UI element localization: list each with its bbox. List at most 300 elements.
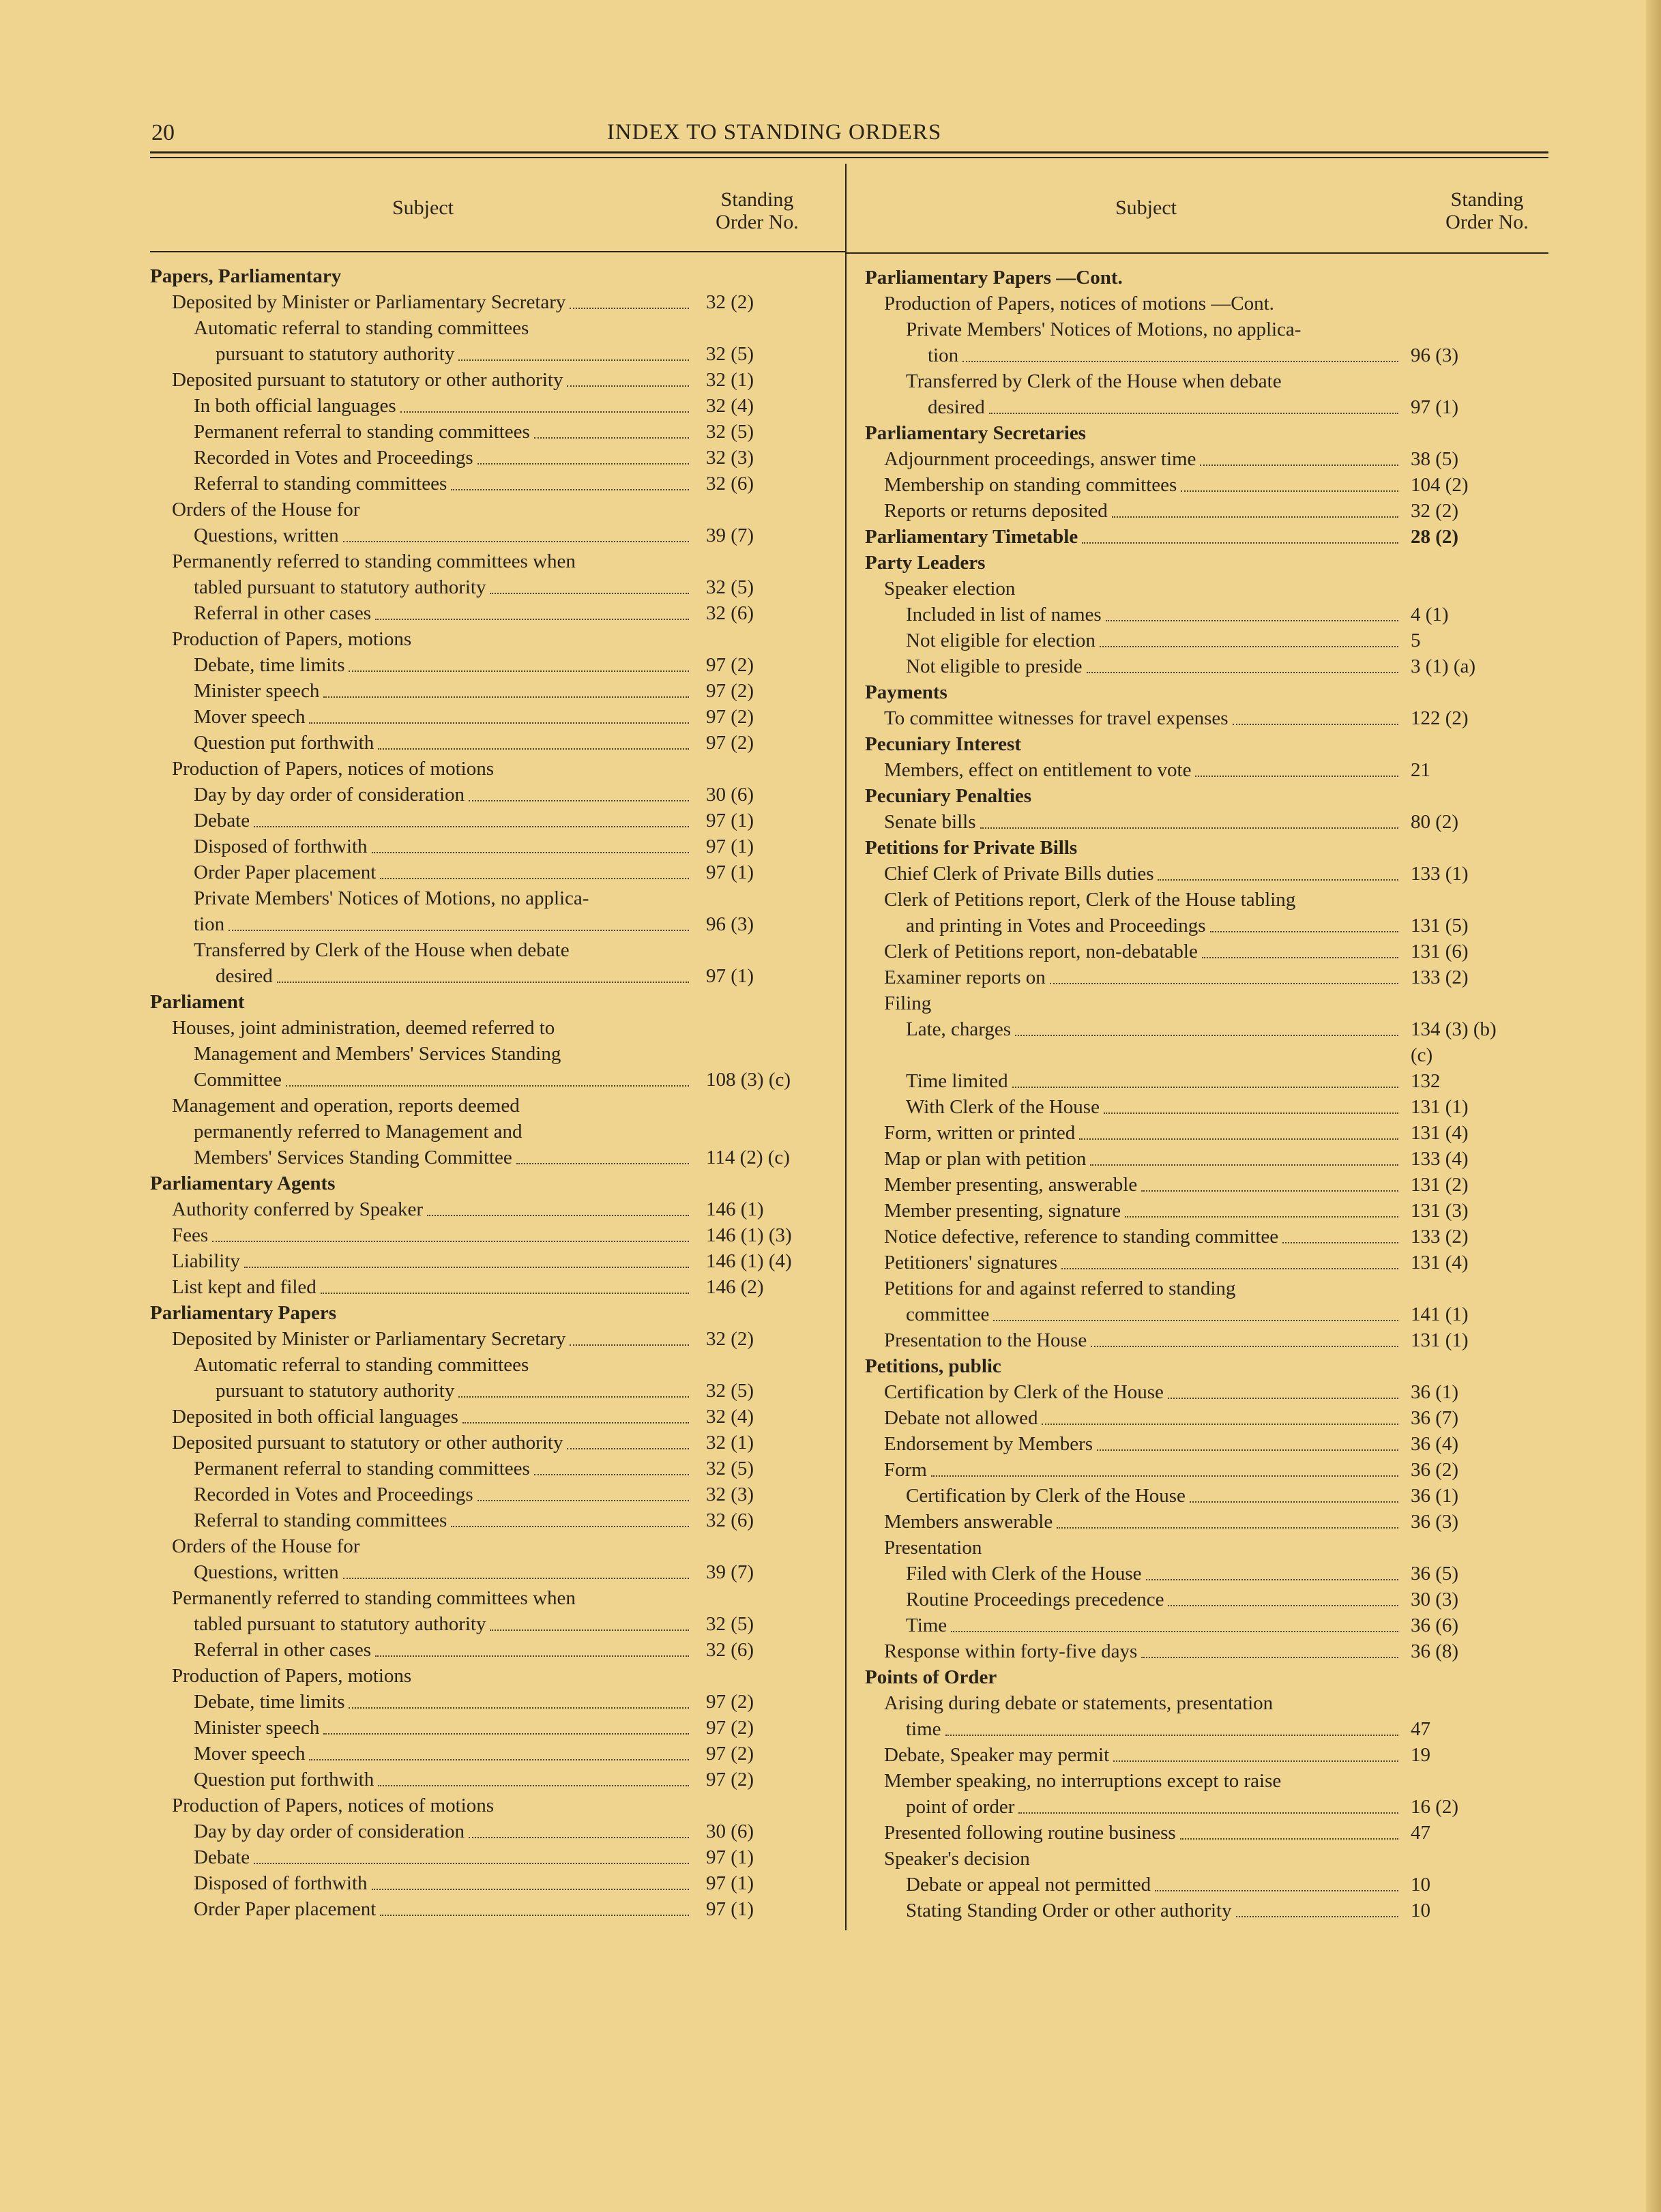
entry-subject: Permanent referral to standing committees xyxy=(194,1458,530,1479)
index-entry xyxy=(846,1094,1548,1120)
entry-standing-order: 39 (7) xyxy=(706,525,754,546)
right-entry-list xyxy=(846,265,1548,1923)
entry-standing-order: 16 (2) xyxy=(1411,1796,1459,1818)
index-entry xyxy=(150,1793,846,1818)
index-entry xyxy=(150,730,846,756)
entry-subject: Petitions for and against referred to standing xyxy=(884,1278,1236,1299)
entry-standing-order: 131 (6) xyxy=(1411,941,1469,962)
entry-subject: permanently referred to Management and xyxy=(194,1121,523,1142)
entry-subject: Production of Papers, motions xyxy=(172,628,412,650)
entry-subject: Private Members' Notices of Motions, no applica- xyxy=(194,887,589,909)
dot-leader xyxy=(372,1889,689,1890)
entry-subject: Production of Papers, notices of motions —Cont. xyxy=(884,293,1274,314)
entry-subject: Time limited xyxy=(906,1070,1008,1092)
entry-standing-order: 97 (1) xyxy=(706,810,754,831)
standing-order-heading-line2: Order No. xyxy=(1445,211,1529,233)
index-entry xyxy=(150,1870,846,1896)
entry-subject: Speaker election xyxy=(884,578,1016,600)
dot-leader xyxy=(931,1475,1398,1477)
index-entry xyxy=(150,808,846,834)
header-rule-bottom xyxy=(150,157,1548,158)
entry-standing-order: 133 (2) xyxy=(1411,967,1469,988)
index-entry xyxy=(150,1896,846,1922)
index-heading xyxy=(846,731,1548,757)
entry-standing-order: 131 (5) xyxy=(1411,915,1469,937)
entry-standing-order: 97 (1) xyxy=(706,836,754,857)
index-entry xyxy=(846,1872,1548,1898)
dot-leader xyxy=(286,1085,689,1087)
entry-subject: Day by day order of consideration xyxy=(194,784,465,806)
entry-standing-order: 32 (3) xyxy=(706,447,754,469)
dot-leader xyxy=(1168,1398,1398,1399)
entry-subject: Not eligible to preside xyxy=(906,655,1083,677)
entry-subject: desired xyxy=(216,965,273,987)
entry-subject: Member speaking, no interruptions except to raise xyxy=(884,1770,1282,1792)
dot-leader xyxy=(254,1863,689,1864)
entry-standing-order: 97 (2) xyxy=(706,732,754,754)
dot-leader xyxy=(254,826,689,827)
dot-leader xyxy=(1236,1916,1398,1917)
index-entry xyxy=(846,887,1548,913)
index-entry xyxy=(846,1535,1548,1561)
dot-leader xyxy=(378,1785,689,1786)
entry-subject: Deposited by Minister or Parliamentary Secretary xyxy=(172,1328,566,1350)
entry-subject: Certification by Clerk of the House xyxy=(906,1485,1186,1507)
index-entry xyxy=(846,1768,1548,1794)
index-entry xyxy=(150,548,846,574)
index-entry xyxy=(150,1041,846,1067)
index-entry xyxy=(150,885,846,911)
entry-subject: Mover speech xyxy=(194,706,306,728)
dot-leader xyxy=(244,1267,689,1268)
entry-subject: Production of Papers, motions xyxy=(172,1665,412,1687)
entry-subject: Minister speech xyxy=(194,680,320,702)
dot-leader xyxy=(1141,1657,1398,1658)
entry-standing-order: 97 (2) xyxy=(706,1717,754,1739)
entry-subject: Senate bills xyxy=(884,811,976,833)
entry-subject: desired xyxy=(928,396,985,418)
index-entry xyxy=(150,1767,846,1793)
index-heading xyxy=(846,835,1548,861)
index-entry xyxy=(846,1612,1548,1638)
standing-order-heading-line2: Order No. xyxy=(716,211,799,233)
entry-subject: Deposited pursuant to statutory or other authority xyxy=(172,369,563,391)
dot-leader xyxy=(469,800,689,801)
entry-standing-order: 131 (3) xyxy=(1411,1200,1469,1222)
index-entry xyxy=(846,1120,1548,1146)
entry-standing-order: 122 (2) xyxy=(1411,707,1469,729)
entry-subject: Clerk of Petitions report, Clerk of the House tabling xyxy=(884,889,1296,911)
index-entry xyxy=(846,1587,1548,1612)
entry-subject: Private Members' Notices of Motions, no applica- xyxy=(906,319,1302,340)
index-entry xyxy=(150,1663,846,1689)
dot-leader xyxy=(1061,1268,1398,1269)
page-edge xyxy=(1646,0,1661,2212)
dot-leader xyxy=(490,593,689,594)
entry-subject: Stating Standing Order or other authority xyxy=(906,1900,1232,1921)
entry-subject: Deposited pursuant to statutory or other authority xyxy=(172,1432,563,1454)
index-entry xyxy=(846,705,1548,731)
entry-standing-order: 32 (1) xyxy=(706,369,754,391)
entry-subject: Members answerable xyxy=(884,1511,1053,1533)
dot-leader xyxy=(400,411,689,413)
index-entry xyxy=(846,861,1548,887)
index-heading xyxy=(150,263,846,289)
index-entry xyxy=(150,911,846,937)
entry-subject: Question put forthwith xyxy=(194,1769,374,1790)
entry-standing-order: 32 (2) xyxy=(706,291,754,313)
dot-leader xyxy=(349,670,689,672)
entry-subject: Mover speech xyxy=(194,1743,306,1765)
entry-subject: Speaker's decision xyxy=(884,1848,1030,1870)
entry-standing-order: 131 (2) xyxy=(1411,1174,1469,1196)
dot-leader xyxy=(1112,516,1398,518)
entry-subject: Production of Papers, notices of motions xyxy=(172,758,495,780)
index-entry xyxy=(846,1146,1548,1172)
entry-standing-order: 36 (1) xyxy=(1411,1485,1459,1507)
entry-subject: Transferred by Clerk of the House when debate xyxy=(194,939,570,961)
dot-leader xyxy=(1168,1605,1398,1606)
dot-leader xyxy=(469,1837,689,1838)
index-entry xyxy=(846,1224,1548,1250)
entry-standing-order: 36 (6) xyxy=(1411,1614,1459,1636)
entry-subject: Deposited in both official languages xyxy=(172,1406,458,1428)
column-header-rule xyxy=(846,252,1548,254)
left-column-header xyxy=(150,164,846,252)
entry-subject: Reports or returns deposited xyxy=(884,500,1108,522)
dot-leader xyxy=(380,1915,689,1916)
dot-leader xyxy=(1050,983,1398,984)
index-entry xyxy=(150,1222,846,1248)
index-entry xyxy=(150,652,846,678)
entry-subject: Examiner reports on xyxy=(884,967,1046,988)
index-entry xyxy=(150,1741,846,1767)
entry-standing-order: 36 (2) xyxy=(1411,1459,1459,1481)
dot-leader xyxy=(477,1500,689,1501)
entry-subject: Petitioners' signatures xyxy=(884,1252,1058,1273)
entry-subject: Map or plan with petition xyxy=(884,1148,1087,1170)
entry-subject: and printing in Votes and Proceedings xyxy=(906,915,1206,937)
index-entry xyxy=(846,342,1548,368)
dot-leader xyxy=(1210,931,1398,932)
dot-leader xyxy=(1057,1527,1398,1529)
entry-subject: List kept and filed xyxy=(172,1276,317,1298)
entry-standing-order: 97 (2) xyxy=(706,1691,754,1713)
entry-standing-order: 146 (1) (4) xyxy=(706,1250,792,1272)
left-entry-list xyxy=(150,263,846,1922)
dot-leader xyxy=(534,1474,689,1475)
index-entry xyxy=(150,522,846,548)
index-entry xyxy=(150,1119,846,1145)
index-heading xyxy=(846,550,1548,576)
index-entry xyxy=(846,1820,1548,1846)
index-entry xyxy=(846,1068,1548,1094)
entry-subject: pursuant to statutory authority xyxy=(216,343,455,365)
entry-standing-order: 97 (1) xyxy=(706,861,754,883)
index-entry xyxy=(150,626,846,652)
dot-leader xyxy=(375,1655,689,1657)
dot-leader xyxy=(451,1526,689,1527)
entry-standing-order: 30 (6) xyxy=(706,1820,754,1842)
index-entry xyxy=(846,1846,1548,1872)
dot-leader xyxy=(1190,1501,1398,1503)
entry-subject: Membership on standing committees xyxy=(884,474,1177,496)
index-entry xyxy=(150,859,846,885)
index-entry xyxy=(846,1198,1548,1224)
entry-standing-order: 38 (5) xyxy=(1411,448,1459,470)
entry-standing-order: 36 (7) xyxy=(1411,1407,1459,1429)
entry-subject: Management and operation, reports deemed xyxy=(172,1095,520,1117)
entry-subject: Automatic referral to standing committees xyxy=(194,1354,529,1376)
entry-subject: Day by day order of consideration xyxy=(194,1820,465,1842)
index-entry xyxy=(150,834,846,859)
index-heading xyxy=(846,1353,1548,1379)
entry-standing-order: 146 (1) (3) xyxy=(706,1224,792,1246)
dot-leader xyxy=(1079,1138,1398,1140)
entry-standing-order: 108 (3) (c) xyxy=(706,1069,791,1091)
index-entry xyxy=(846,576,1548,602)
index-entry xyxy=(150,937,846,963)
dot-leader xyxy=(1104,1112,1398,1114)
entry-subject: Pecuniary Penalties xyxy=(865,785,1032,807)
entry-subject: Debate, Speaker may permit xyxy=(884,1744,1110,1766)
index-entry xyxy=(150,1456,846,1481)
entry-standing-order: 146 (1) xyxy=(706,1198,764,1220)
entry-standing-order: 97 (1) xyxy=(706,1872,754,1894)
entry-subject: Late, charges xyxy=(906,1018,1012,1040)
entry-subject: Permanent referral to standing committees xyxy=(194,421,530,443)
index-entry xyxy=(150,497,846,522)
index-entry xyxy=(150,1378,846,1404)
entry-subject: Routine Proceedings precedence xyxy=(906,1589,1164,1610)
index-entry xyxy=(150,315,846,341)
standing-order-heading xyxy=(689,188,825,233)
entry-subject: Order Paper placement xyxy=(194,861,377,883)
dot-leader xyxy=(1125,1216,1398,1218)
dot-leader xyxy=(567,385,689,387)
entry-subject: Questions, written xyxy=(194,525,339,546)
index-entry xyxy=(846,1898,1548,1923)
entry-subject: Questions, written xyxy=(194,1561,339,1583)
index-entry xyxy=(150,756,846,782)
entry-subject: Liability xyxy=(172,1250,240,1272)
standing-order-heading-line1: Standing xyxy=(720,188,794,211)
entry-subject: Presented following routine business xyxy=(884,1822,1176,1844)
entry-subject: Orders of the House for xyxy=(172,1535,360,1557)
index-entry xyxy=(846,809,1548,835)
entry-standing-order: 32 (1) xyxy=(706,1432,754,1454)
index-entry xyxy=(150,1274,846,1300)
entry-subject: Referral to standing committees xyxy=(194,1509,447,1531)
entry-standing-order: 32 (6) xyxy=(706,602,754,624)
entry-subject: Form, written or printed xyxy=(884,1122,1076,1144)
dot-leader xyxy=(458,359,689,361)
entry-subject: Petitions, public xyxy=(865,1355,1001,1377)
entry-subject: Certification by Clerk of the House xyxy=(884,1381,1164,1403)
dot-leader xyxy=(570,308,689,309)
index-entry xyxy=(150,1689,846,1715)
standing-order-heading-line1: Standing xyxy=(1450,188,1524,211)
entry-subject: Parliamentary Papers xyxy=(150,1302,337,1324)
dot-leader xyxy=(451,489,689,490)
entry-subject: Parliament xyxy=(150,991,245,1013)
entry-subject: Arising during debate or statements, presentation xyxy=(884,1692,1274,1714)
entry-subject: Automatic referral to standing committees xyxy=(194,317,529,339)
entry-standing-order: 32 (5) xyxy=(706,1458,754,1479)
dot-leader xyxy=(1141,1190,1398,1192)
index-entry xyxy=(150,1067,846,1093)
dot-leader xyxy=(323,696,689,698)
entry-subject: Management and Members' Services Standing xyxy=(194,1043,561,1065)
entry-subject: tion xyxy=(928,344,959,366)
index-entry xyxy=(846,1301,1548,1327)
dot-leader xyxy=(349,1707,689,1709)
entry-subject: Member presenting, signature xyxy=(884,1200,1121,1222)
dot-leader xyxy=(1113,1760,1398,1762)
entry-subject: Disposed of forthwith xyxy=(194,1872,368,1894)
index-entry xyxy=(846,472,1548,498)
index-entry xyxy=(846,1016,1548,1042)
entry-standing-order: 36 (8) xyxy=(1411,1640,1459,1662)
entry-subject: Referral to standing committees xyxy=(194,473,447,495)
dot-leader xyxy=(490,1629,689,1631)
index-entry xyxy=(846,291,1548,316)
index-entry xyxy=(150,445,846,471)
entry-standing-order: 32 (4) xyxy=(706,1406,754,1428)
index-entry xyxy=(846,1457,1548,1483)
entry-subject: Points of Order xyxy=(865,1666,997,1688)
entry-standing-order: 104 (2) xyxy=(1411,474,1469,496)
index-entry xyxy=(846,1327,1548,1353)
index-entry xyxy=(150,419,846,445)
entry-subject: Debate, time limits xyxy=(194,1691,345,1713)
index-entry xyxy=(150,1585,846,1611)
entry-subject: Recorded in Votes and Proceedings xyxy=(194,1484,473,1505)
index-entry xyxy=(150,1481,846,1507)
dot-leader xyxy=(1202,957,1398,958)
dot-leader xyxy=(427,1215,689,1216)
index-entry xyxy=(150,678,846,704)
entry-standing-order: 10 xyxy=(1411,1900,1430,1921)
dot-leader xyxy=(951,1631,1398,1632)
entry-subject: Parliamentary Papers —Cont. xyxy=(865,267,1123,289)
index-entry xyxy=(150,1404,846,1430)
dot-leader xyxy=(343,541,689,542)
entry-standing-order: 97 (1) xyxy=(706,965,754,987)
dot-leader xyxy=(321,1293,689,1294)
running-header: INDEX TO STANDING ORDERS xyxy=(606,120,942,145)
dot-leader xyxy=(1181,490,1398,492)
index-entry xyxy=(150,1507,846,1533)
entry-standing-order: 36 (3) xyxy=(1411,1511,1459,1533)
entry-standing-order: 141 (1) xyxy=(1411,1303,1469,1325)
index-entry xyxy=(846,1172,1548,1198)
index-entry xyxy=(846,316,1548,342)
dot-leader xyxy=(378,748,689,750)
entry-subject: pursuant to statutory authority xyxy=(216,1380,455,1402)
entry-standing-order: 32 (5) xyxy=(706,1613,754,1635)
entry-standing-order: 10 xyxy=(1411,1874,1430,1896)
dot-leader xyxy=(1233,724,1398,725)
entry-standing-order: 97 (2) xyxy=(706,680,754,702)
entry-subject: Petitions for Private Bills xyxy=(865,837,1078,859)
index-entry xyxy=(846,498,1548,524)
dot-leader xyxy=(534,437,689,439)
index-entry xyxy=(846,1509,1548,1535)
index-entry xyxy=(150,367,846,393)
entry-subject: Debate not allowed xyxy=(884,1407,1038,1429)
entry-subject: Referral in other cases xyxy=(194,602,372,624)
index-entry xyxy=(846,964,1548,990)
entry-subject: Permanently referred to standing committees when xyxy=(172,1587,576,1609)
index-entry xyxy=(150,471,846,497)
entry-standing-order: 47 xyxy=(1411,1822,1430,1844)
entry-standing-order: 96 (3) xyxy=(1411,344,1459,366)
entry-standing-order: 32 (2) xyxy=(706,1328,754,1350)
standing-order-heading xyxy=(1419,188,1555,233)
dot-leader xyxy=(1200,464,1398,466)
entry-subject: Minister speech xyxy=(194,1717,320,1739)
entry-subject: To committee witnesses for travel expenses xyxy=(884,707,1229,729)
dot-leader xyxy=(993,1320,1398,1321)
dot-leader xyxy=(309,1759,689,1760)
entry-standing-order: 97 (1) xyxy=(706,1846,754,1868)
entry-standing-order: 131 (4) xyxy=(1411,1252,1469,1273)
entry-standing-order: 32 (2) xyxy=(1411,500,1459,522)
index-entry xyxy=(846,1638,1548,1664)
index-heading xyxy=(846,1664,1548,1690)
entry-subject: Chief Clerk of Private Bills duties xyxy=(884,863,1154,885)
dot-leader xyxy=(229,930,689,931)
entry-subject: Response within forty-five days xyxy=(884,1640,1138,1662)
entry-standing-order: 5 xyxy=(1411,630,1421,651)
index-entry xyxy=(150,782,846,808)
entry-subject: Houses, joint administration, deemed referred to xyxy=(172,1017,555,1039)
index-entry xyxy=(846,939,1548,964)
dot-leader xyxy=(516,1163,689,1164)
index-heading xyxy=(846,783,1548,809)
index-entry xyxy=(150,1844,846,1870)
dot-leader xyxy=(1018,1812,1398,1814)
entry-standing-order: 32 (5) xyxy=(706,421,754,443)
index-entry xyxy=(846,757,1548,783)
index-entry xyxy=(846,1794,1548,1820)
index-entry xyxy=(846,602,1548,628)
index-entry xyxy=(846,1405,1548,1431)
entry-standing-order: 131 (1) xyxy=(1411,1096,1469,1118)
entry-subject: Transferred by Clerk of the House when debate xyxy=(906,370,1282,392)
index-entry xyxy=(846,1379,1548,1405)
index-entry xyxy=(846,1431,1548,1457)
index-entry xyxy=(150,1248,846,1274)
dot-leader xyxy=(1087,672,1398,673)
dot-leader xyxy=(380,878,689,879)
entry-standing-order: 133 (1) xyxy=(1411,863,1469,885)
entry-standing-order: 97 (1) xyxy=(706,1898,754,1920)
index-entry xyxy=(846,990,1548,1016)
entry-standing-order: 3 (1) (a) xyxy=(1411,655,1476,677)
index-entry xyxy=(150,574,846,600)
dot-leader xyxy=(1082,542,1398,544)
index-entry xyxy=(150,1611,846,1637)
entry-standing-order: 32 (6) xyxy=(706,1509,754,1531)
entry-subject: Parliamentary Timetable xyxy=(865,526,1078,548)
entry-subject: time xyxy=(906,1718,941,1740)
entry-subject: Order Paper placement xyxy=(194,1898,377,1920)
dot-leader xyxy=(1155,1890,1398,1891)
dot-leader xyxy=(458,1396,689,1398)
dot-leader xyxy=(323,1733,689,1735)
